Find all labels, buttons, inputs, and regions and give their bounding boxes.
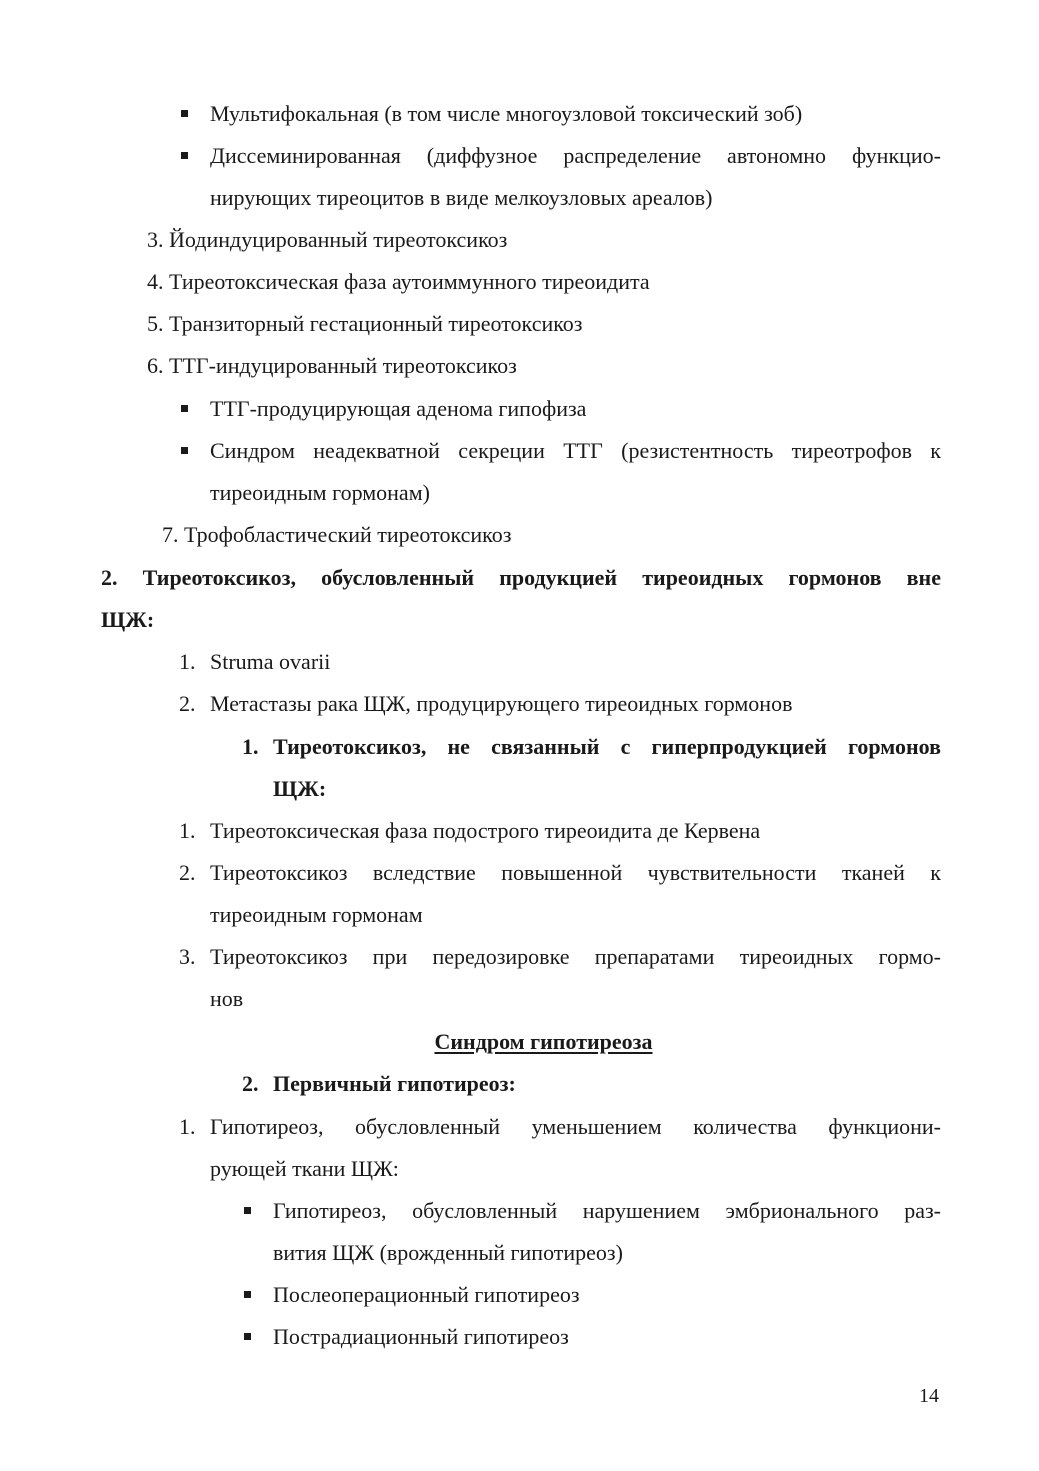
list-item-continuation: рующей ткани ЩЖ: <box>210 1156 399 1181</box>
list-item: Послеоперационный гипотиреоз <box>273 1282 580 1307</box>
list-item-number: 1. <box>179 818 196 843</box>
list-item: Гипотиреоз, обусловленный нарушением эмбрионального раз- <box>273 1198 941 1223</box>
section-title-continuation: ЩЖ: <box>273 776 327 801</box>
bullet-square-icon <box>181 110 188 117</box>
page-number: 14 <box>919 1385 939 1407</box>
list-item-continuation: тиреоидным гормонам) <box>210 480 430 505</box>
list-item: Тиреотоксикоз при передозировке препаратами тиреоидных гормо- <box>210 944 941 969</box>
list-item: Синдром неадекватной секреции ТТГ (резистентность тиреотрофов к <box>210 438 941 463</box>
list-item: Мультифокальная (в том числе многоузловой токсический зоб) <box>210 101 803 126</box>
bullet-square-icon <box>181 405 188 412</box>
list-item: ТТГ-продуцирующая аденома гипофиза <box>210 396 587 421</box>
list-item: Диссеминированная (диффузное распределение автономно функцио- <box>210 143 941 168</box>
list-item: Гипотиреоз, обусловленный уменьшением количества функциони- <box>210 1114 941 1139</box>
bullet-square-icon <box>181 152 188 159</box>
list-item: Тиреотоксическая фаза подострого тиреоидита де Кервена <box>210 818 761 843</box>
page-heading: Синдром гипотиреоза <box>434 1029 653 1054</box>
list-item-number: 1. <box>179 1114 196 1139</box>
section-number: 2. <box>242 1071 259 1096</box>
list-item-continuation: нов <box>210 986 244 1011</box>
list-item-number: 3. <box>179 944 196 969</box>
section-number: 1. <box>242 734 259 759</box>
list-item-number: 2. <box>179 860 196 885</box>
list-item: Тиреотоксикоз вследствие повышенной чувствительности тканей к <box>210 860 941 885</box>
list-item: 5. Транзиторный гестационный тиреотоксикоз <box>147 311 583 336</box>
list-item: Метастазы рака ЩЖ, продуцирующего тиреоидных гормонов <box>210 691 793 716</box>
bullet-square-icon <box>244 1207 251 1214</box>
list-item: 7. Трофобластический тиреотоксикоз <box>162 522 512 547</box>
bullet-square-icon <box>244 1333 251 1340</box>
list-item: 4. Тиреотоксическая фаза аутоиммунного тиреоидита <box>147 269 650 294</box>
list-item: Struma ovarii <box>210 649 331 674</box>
list-item: 3. Йодиндуцированный тиреотоксикоз <box>147 227 508 252</box>
list-item-number: 2. <box>179 691 196 716</box>
bullet-square-icon <box>181 447 188 454</box>
section-title: 2. Тиреотоксикоз, обусловленный продукцией тиреоидных гормонов вне <box>101 565 941 590</box>
section-title-continuation: ЩЖ: <box>101 607 155 632</box>
list-item-continuation: тиреоидным гормонам <box>210 902 423 927</box>
list-item: Пострадиационный гипотиреоз <box>273 1324 569 1349</box>
list-item-continuation: вития ЩЖ (врожденный гипотиреоз) <box>273 1240 623 1265</box>
bullet-square-icon <box>244 1291 251 1298</box>
list-item: 6. ТТГ-индуцированный тиреотоксикоз <box>147 353 517 378</box>
section-title: Тиреотоксикоз, не связанный с гиперпродукцией гормонов <box>273 734 941 759</box>
section-title: Первичный гипотиреоз: <box>273 1071 516 1096</box>
list-item-continuation: нирующих тиреоцитов в виде мелкоузловых ареалов) <box>210 185 713 210</box>
list-item-number: 1. <box>179 649 196 674</box>
